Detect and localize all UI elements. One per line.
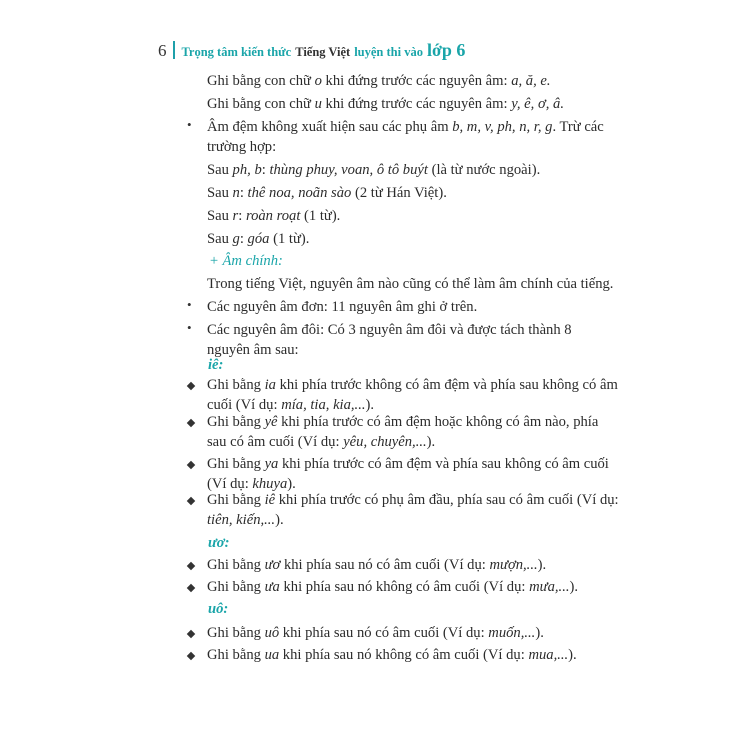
header-title-part3: luyện thi vào [354, 45, 423, 59]
bullet-dot: • [187, 117, 192, 132]
text-line: sau có âm cuối (Ví dụ: yêu, chuyên,...). [207, 434, 436, 450]
text-line: (Ví dụ: khuya). [207, 476, 296, 492]
diamond-bullet [187, 630, 195, 638]
header-title-part1: Trọng tâm kiến thức [181, 45, 292, 59]
subheading-am-chinh: + Âm chính: [209, 253, 283, 269]
subheading-ie: iê: [208, 357, 224, 373]
text-line: Ghi bằng ia khi phía trước không có âm đệm và phía sau không có âm [207, 377, 618, 393]
diamond-bullet [187, 382, 195, 390]
diamond-bullet [187, 461, 195, 469]
text-line: Sau g: góa (1 từ). [207, 231, 310, 247]
text-line: Ghi bằng ưa khi phía sau nó không có âm cuối (Ví dụ: mưa,...). [207, 579, 579, 595]
bullet-dot: • [187, 320, 192, 335]
text-line: Trong tiếng Việt, nguyên âm nào cũng có thể làm âm chính của tiếng. [207, 276, 614, 292]
header-title-part4: lớp 6 [426, 40, 466, 60]
text-line: Ghi bằng ươ khi phía sau nó có âm cuối (Ví dụ: mượn,...). [207, 557, 547, 573]
text-line: Ghi bằng con chữ u khi đứng trước các nguyên âm: y, ê, ơ, â. [207, 96, 564, 112]
diamond-bullet [187, 419, 195, 427]
text-line: cuối (Ví dụ: mía, tia, kia,...). [207, 397, 375, 413]
subheading-uo-2: uô: [208, 601, 229, 617]
text-line: Âm đệm không xuất hiện sau các phụ âm b, m, v, ph, n, r, g. Trừ các [207, 119, 604, 135]
text-line: Ghi bằng ya khi phía trước có âm đệm và phía sau không có âm cuối [207, 456, 609, 472]
text-line: nguyên âm sau: [207, 342, 299, 358]
diamond-bullet [187, 497, 195, 505]
page-number: 6 [158, 41, 167, 60]
text-line: trường hợp: [207, 139, 277, 155]
text-line: Ghi bằng iê khi phía trước có phụ âm đầu, phía sau có âm cuối (Ví dụ: [207, 492, 619, 508]
subheading-uo: ươ: [208, 535, 230, 551]
text-line: Ghi bằng con chữ o khi đứng trước các nguyên âm: a, ă, e. [207, 73, 551, 89]
header-divider [173, 41, 175, 59]
text-line: Các nguyên âm đôi: Có 3 nguyên âm đôi và được tách thành 8 [207, 322, 572, 338]
diamond-bullet [187, 562, 195, 570]
text-line: Sau r: roàn roạt (1 từ). [207, 208, 341, 224]
text-line: Sau n: thê noa, noãn sào (2 từ Hán Việt). [207, 185, 447, 201]
text-line: Ghi bằng yê khi phía trước có âm đệm hoặc không có âm nào, phía [207, 414, 599, 430]
text-line: Sau ph, b: thùng phuy, voan, ô tô buýt (là từ nước ngoài). [207, 162, 541, 178]
header-title-part2: Tiếng Việt [295, 45, 351, 59]
text-line: Ghi bằng ua khi phía sau nó không có âm cuối (Ví dụ: mua,...). [207, 647, 577, 663]
text-line: Ghi bằng uô khi phía sau nó có âm cuối (Ví dụ: muốn,...). [207, 625, 544, 641]
text-line: tiên, kiến,...). [207, 512, 284, 528]
diamond-bullet [187, 584, 195, 592]
text-line: Các nguyên âm đơn: 11 nguyên âm ghi ở trên. [207, 299, 478, 315]
bullet-dot: • [187, 297, 192, 312]
page-header [158, 38, 465, 62]
diamond-bullet [187, 652, 195, 660]
